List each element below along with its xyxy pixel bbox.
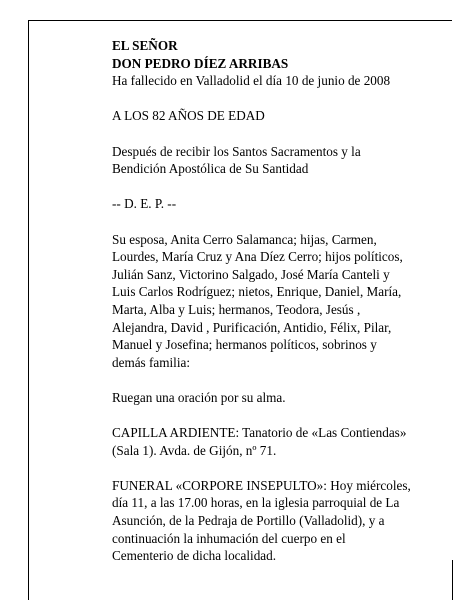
sacraments-paragraph: Después de recibir los Santos Sacramentos y la Bendición Apostólica de Su Santidad [112, 143, 361, 177]
left-border-rule [28, 20, 29, 600]
obituary-text [112, 37, 457, 582]
title-line: EL SEÑOR [112, 38, 178, 53]
age-line: A LOS 82 AÑOS DE EDAD [112, 108, 265, 124]
prayer-line: Ruegan una oración por su alma. [112, 389, 286, 405]
top-border-rule [28, 20, 452, 21]
header-block [112, 37, 457, 90]
death-notice: Ha fallecido en Valladolid el día 10 de junio de 2008 [112, 73, 391, 89]
family-paragraph: Su esposa, Anita Cerro Salamanca; hijas, Carmen, Lourdes, María Cruz y Ana Díez Cerro; hijos políticos, Julián Sanz, Victorino Salgado, José María Canteli y Luis Carlos Rodríguez; nietos, Enrique, Daniel, María, Marta, Alba y Luis; hermanos, Teodora, Jesús , Alejandra, David , Purificación, Antidio, Félix, Pilar, Manuel y Josefina; hermanos políticos, sobrinos y demás familia: [112, 231, 403, 370]
dep-line: -- D. E. P. -- [112, 196, 177, 212]
chapel-paragraph: CAPILLA ARDIENTE: Tanatorio de «Las Contiendas» (Sala 1). Avda. de Gijón, nº 71. [112, 425, 407, 458]
funeral-paragraph: FUNERAL «CORPORE INSEPULTO»: Hoy miércoles, día 11, a las 17.00 horas, en la iglesia parroquial de La Asunción, de la Pedraja de Portillo (Valladolid), y a continuación la inhumación del cuerpo en el Cementerio de dicha localidad. [112, 477, 411, 564]
deceased-name: DON PEDRO DÍEZ ARRIBAS [112, 55, 289, 71]
